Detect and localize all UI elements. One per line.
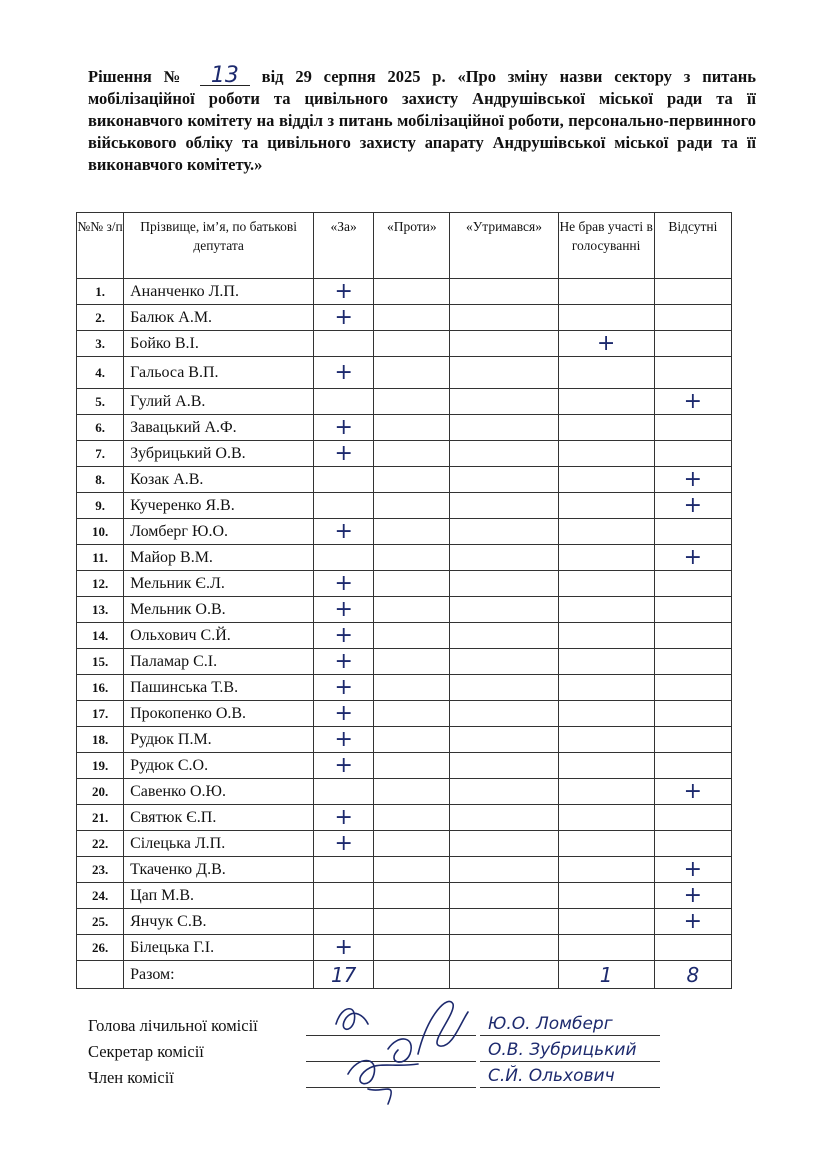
table-row xyxy=(77,493,732,519)
vote-cell-za: + xyxy=(314,623,374,649)
vote-cell-ne xyxy=(558,649,654,675)
deputy-name: Ткаченко Д.В. xyxy=(124,857,314,883)
vote-cell-utr xyxy=(450,753,558,779)
row-number: 5. xyxy=(77,389,124,415)
table-row xyxy=(77,357,732,389)
table-row xyxy=(77,389,732,415)
vote-cell-utr xyxy=(450,441,558,467)
table-row xyxy=(77,857,732,883)
vote-cell-proty xyxy=(374,753,450,779)
vote-cell-utr xyxy=(450,467,558,493)
row-number: 20. xyxy=(77,779,124,805)
table-row xyxy=(77,649,732,675)
vote-cell-proty xyxy=(374,805,450,831)
header-name: Прізвище, ім’я, по батькові депутата xyxy=(124,213,314,279)
deputy-name: Паламар С.І. xyxy=(124,649,314,675)
vote-cell-za: + xyxy=(314,831,374,857)
row-number: 12. xyxy=(77,571,124,597)
vote-cell-za: + xyxy=(314,805,374,831)
table-row xyxy=(77,279,732,305)
vote-cell-utr xyxy=(450,623,558,649)
vote-cell-ne xyxy=(558,675,654,701)
vote-cell-za xyxy=(314,467,374,493)
row-number: 11. xyxy=(77,545,124,571)
voting-table xyxy=(76,212,732,989)
vote-cell-utr xyxy=(450,571,558,597)
deputy-name: Майор В.М. xyxy=(124,545,314,571)
vote-cell-ne xyxy=(558,597,654,623)
row-number: 15. xyxy=(77,649,124,675)
table-row xyxy=(77,701,732,727)
vote-cell-ne xyxy=(558,727,654,753)
header-number: №№ з/п xyxy=(77,213,124,279)
vote-cell-vid xyxy=(654,305,731,331)
row-number: 22. xyxy=(77,831,124,857)
handwritten-signatures-icon xyxy=(328,994,528,1114)
deputy-name: Мельник О.В. xyxy=(124,597,314,623)
row-number: 8. xyxy=(77,467,124,493)
vote-cell-utr xyxy=(450,305,558,331)
decision-text: від 29 серпня 2025 р. «Про зміну назви сектору з питань мобілізаційної роботи та цивільного захисту Андрушівської міської ради та її виконавчого комітету на відділ з питань мобілізаційної роботи, персонально-первинного військового обліку та цивільного захисту апарату Андрушівської міської ради та її виконавчого комітету.» xyxy=(88,67,757,174)
vote-cell-proty xyxy=(374,493,450,519)
deputy-name: Мельник Є.Л. xyxy=(124,571,314,597)
table-row xyxy=(77,753,732,779)
deputy-name: Білецька Г.І. xyxy=(124,935,314,961)
vote-cell-vid xyxy=(654,279,731,305)
vote-cell-ne xyxy=(558,545,654,571)
vote-cell-utr xyxy=(450,389,558,415)
row-number: 23. xyxy=(77,857,124,883)
vote-cell-utr xyxy=(450,415,558,441)
vote-cell-vid xyxy=(654,357,731,389)
vote-cell-ne xyxy=(558,857,654,883)
vote-cell-ne xyxy=(558,831,654,857)
table-row xyxy=(77,415,732,441)
vote-cell-ne xyxy=(558,753,654,779)
vote-cell-utr xyxy=(450,331,558,357)
vote-cell-ne xyxy=(558,389,654,415)
vote-cell-vid xyxy=(654,701,731,727)
row-number: 16. xyxy=(77,675,124,701)
header-proty: «Проти» xyxy=(374,213,450,279)
vote-cell-vid xyxy=(654,331,731,357)
vote-cell-proty xyxy=(374,857,450,883)
table-header-row xyxy=(77,213,732,279)
vote-cell-za xyxy=(314,331,374,357)
deputy-name: Сілецька Л.П. xyxy=(124,831,314,857)
table-row xyxy=(77,909,732,935)
row-number: 1. xyxy=(77,279,124,305)
vote-cell-vid xyxy=(654,623,731,649)
row-number: 19. xyxy=(77,753,124,779)
vote-cell-vid xyxy=(654,441,731,467)
vote-cell-za xyxy=(314,779,374,805)
vote-cell-utr xyxy=(450,727,558,753)
vote-cell-za: + xyxy=(314,727,374,753)
vote-cell-utr xyxy=(450,805,558,831)
decision-heading xyxy=(88,63,757,176)
vote-cell-proty xyxy=(374,935,450,961)
row-number: 14. xyxy=(77,623,124,649)
vote-cell-za xyxy=(314,883,374,909)
vote-cell-za: + xyxy=(314,519,374,545)
vote-cell-proty xyxy=(374,331,450,357)
header-ne-brav: Не брав участі в голосуванні xyxy=(558,213,654,279)
vote-cell-proty xyxy=(374,883,450,909)
vote-cell-ne xyxy=(558,935,654,961)
vote-cell-ne xyxy=(558,805,654,831)
table-row xyxy=(77,935,732,961)
vote-cell-ne xyxy=(558,571,654,597)
deputy-name: Зубрицький О.В. xyxy=(124,441,314,467)
vote-cell-utr xyxy=(450,493,558,519)
vote-cell-za: + xyxy=(314,701,374,727)
row-number: 7. xyxy=(77,441,124,467)
vote-cell-za xyxy=(314,545,374,571)
vote-cell-vid xyxy=(654,415,731,441)
vote-cell-za: + xyxy=(314,305,374,331)
vote-cell-ne xyxy=(558,623,654,649)
vote-cell-za: + xyxy=(314,571,374,597)
vote-cell-proty xyxy=(374,357,450,389)
total-ne: 1 xyxy=(558,961,654,989)
vote-cell-ne xyxy=(558,305,654,331)
vote-cell-vid: + xyxy=(654,857,731,883)
vote-cell-utr xyxy=(450,675,558,701)
deputy-name: Ольхович С.Й. xyxy=(124,623,314,649)
vote-cell-proty xyxy=(374,279,450,305)
deputy-name: Савенко О.Ю. xyxy=(124,779,314,805)
deputy-name: Пашинська Т.В. xyxy=(124,675,314,701)
vote-cell-vid: + xyxy=(654,545,731,571)
total-vid: 8 xyxy=(654,961,731,989)
row-number: 9. xyxy=(77,493,124,519)
vote-cell-za xyxy=(314,389,374,415)
table-row xyxy=(77,779,732,805)
deputy-name: Рудюк П.М. xyxy=(124,727,314,753)
deputy-name: Кучеренко Я.В. xyxy=(124,493,314,519)
table-row xyxy=(77,571,732,597)
vote-cell-proty xyxy=(374,519,450,545)
deputy-name: Ананченко Л.П. xyxy=(124,279,314,305)
vote-cell-utr xyxy=(450,935,558,961)
vote-cell-proty xyxy=(374,831,450,857)
vote-cell-utr xyxy=(450,545,558,571)
vote-cell-proty xyxy=(374,305,450,331)
handwritten-name: О.В. Зубрицький xyxy=(488,1040,637,1060)
vote-cell-za: + xyxy=(314,441,374,467)
vote-cell-ne xyxy=(558,701,654,727)
vote-cell-vid xyxy=(654,831,731,857)
deputy-name: Святюк Є.П. xyxy=(124,805,314,831)
vote-cell-utr xyxy=(450,779,558,805)
vote-cell-ne xyxy=(558,883,654,909)
table-row xyxy=(77,883,732,909)
vote-cell-za: + xyxy=(314,649,374,675)
decision-number: 13 xyxy=(200,67,250,86)
vote-cell-za: + xyxy=(314,597,374,623)
vote-cell-vid xyxy=(654,675,731,701)
table-row xyxy=(77,331,732,357)
vote-cell-ne xyxy=(558,357,654,389)
total-row xyxy=(77,961,732,989)
vote-cell-utr xyxy=(450,519,558,545)
vote-cell-utr xyxy=(450,857,558,883)
vote-cell-utr xyxy=(450,831,558,857)
vote-cell-utr xyxy=(450,701,558,727)
row-number: 21. xyxy=(77,805,124,831)
deputy-name: Завацький А.Ф. xyxy=(124,415,314,441)
vote-cell-ne xyxy=(558,279,654,305)
vote-cell-proty xyxy=(374,675,450,701)
table-body xyxy=(77,279,732,989)
vote-cell-ne: + xyxy=(558,331,654,357)
deputy-name: Козак А.В. xyxy=(124,467,314,493)
vote-cell-proty xyxy=(374,389,450,415)
row-number: 2. xyxy=(77,305,124,331)
vote-cell-za: + xyxy=(314,415,374,441)
vote-cell-vid xyxy=(654,597,731,623)
table-row xyxy=(77,545,732,571)
vote-cell-ne xyxy=(558,909,654,935)
vote-cell-utr xyxy=(450,279,558,305)
vote-cell-za: + xyxy=(314,935,374,961)
vote-cell-vid xyxy=(654,935,731,961)
vote-cell-vid xyxy=(654,571,731,597)
row-number: 3. xyxy=(77,331,124,357)
vote-cell-vid: + xyxy=(654,883,731,909)
signature-block xyxy=(88,1012,768,1132)
vote-cell-vid: + xyxy=(654,467,731,493)
table-row xyxy=(77,623,732,649)
vote-cell-proty xyxy=(374,415,450,441)
deputy-name: Балюк А.М. xyxy=(124,305,314,331)
vote-cell-proty xyxy=(374,649,450,675)
table-row xyxy=(77,675,732,701)
vote-cell-ne xyxy=(558,415,654,441)
vote-cell-za: + xyxy=(314,357,374,389)
vote-cell-proty xyxy=(374,909,450,935)
table-row xyxy=(77,597,732,623)
total-proty xyxy=(374,961,450,989)
vote-cell-ne xyxy=(558,519,654,545)
vote-cell-za xyxy=(314,493,374,519)
row-number: 26. xyxy=(77,935,124,961)
vote-cell-za xyxy=(314,857,374,883)
row-number: 4. xyxy=(77,357,124,389)
vote-cell-ne xyxy=(558,779,654,805)
table-row xyxy=(77,467,732,493)
signature-label: Секретар комісії xyxy=(88,1042,204,1061)
vote-cell-vid: + xyxy=(654,389,731,415)
vote-cell-proty xyxy=(374,727,450,753)
deputy-name: Гулий А.В. xyxy=(124,389,314,415)
deputy-name: Бойко В.І. xyxy=(124,331,314,357)
deputy-name: Прокопенко О.В. xyxy=(124,701,314,727)
vote-cell-vid: + xyxy=(654,909,731,935)
deputy-name: Янчук С.В. xyxy=(124,909,314,935)
table-row xyxy=(77,831,732,857)
vote-cell-utr xyxy=(450,909,558,935)
vote-cell-vid xyxy=(654,805,731,831)
row-number: 24. xyxy=(77,883,124,909)
table-row xyxy=(77,305,732,331)
row-number: 25. xyxy=(77,909,124,935)
vote-cell-ne xyxy=(558,467,654,493)
table-row xyxy=(77,441,732,467)
vote-cell-proty xyxy=(374,441,450,467)
vote-cell-utr xyxy=(450,883,558,909)
deputy-name: Ломберг Ю.О. xyxy=(124,519,314,545)
vote-cell-za xyxy=(314,909,374,935)
table-row xyxy=(77,519,732,545)
vote-cell-proty xyxy=(374,623,450,649)
vote-cell-ne xyxy=(558,493,654,519)
total-utr xyxy=(450,961,558,989)
total-empty-cell xyxy=(77,961,124,989)
vote-cell-vid xyxy=(654,727,731,753)
vote-cell-za: + xyxy=(314,675,374,701)
header-vidsutni: Відсутні xyxy=(654,213,731,279)
handwritten-name: Ю.О. Ломберг xyxy=(488,1014,613,1034)
vote-cell-proty xyxy=(374,779,450,805)
total-za: 17 xyxy=(314,961,374,989)
deputy-name: Цап М.В. xyxy=(124,883,314,909)
vote-cell-za: + xyxy=(314,753,374,779)
vote-cell-ne xyxy=(558,441,654,467)
vote-cell-proty xyxy=(374,597,450,623)
vote-cell-vid xyxy=(654,649,731,675)
vote-cell-utr xyxy=(450,357,558,389)
vote-cell-vid xyxy=(654,519,731,545)
deputy-name: Рудюк С.О. xyxy=(124,753,314,779)
row-number: 18. xyxy=(77,727,124,753)
signature-label: Голова лічильної комісії xyxy=(88,1016,258,1035)
row-number: 17. xyxy=(77,701,124,727)
vote-cell-utr xyxy=(450,649,558,675)
vote-cell-vid: + xyxy=(654,493,731,519)
vote-cell-za: + xyxy=(314,279,374,305)
row-number: 13. xyxy=(77,597,124,623)
vote-cell-vid xyxy=(654,753,731,779)
vote-cell-utr xyxy=(450,597,558,623)
deputy-name: Гальоса В.П. xyxy=(124,357,314,389)
row-number: 10. xyxy=(77,519,124,545)
vote-cell-vid: + xyxy=(654,779,731,805)
total-label: Разом: xyxy=(124,961,314,989)
vote-cell-proty xyxy=(374,571,450,597)
table-row xyxy=(77,727,732,753)
signature-label: Член комісії xyxy=(88,1068,174,1087)
vote-cell-proty xyxy=(374,701,450,727)
decision-prefix: Рішення № xyxy=(88,67,188,86)
table-row xyxy=(77,805,732,831)
vote-cell-proty xyxy=(374,545,450,571)
header-za: «За» xyxy=(314,213,374,279)
row-number: 6. xyxy=(77,415,124,441)
vote-cell-proty xyxy=(374,467,450,493)
handwritten-name: С.Й. Ольхович xyxy=(488,1066,615,1086)
header-utrymavsia: «Утримався» xyxy=(450,213,558,279)
